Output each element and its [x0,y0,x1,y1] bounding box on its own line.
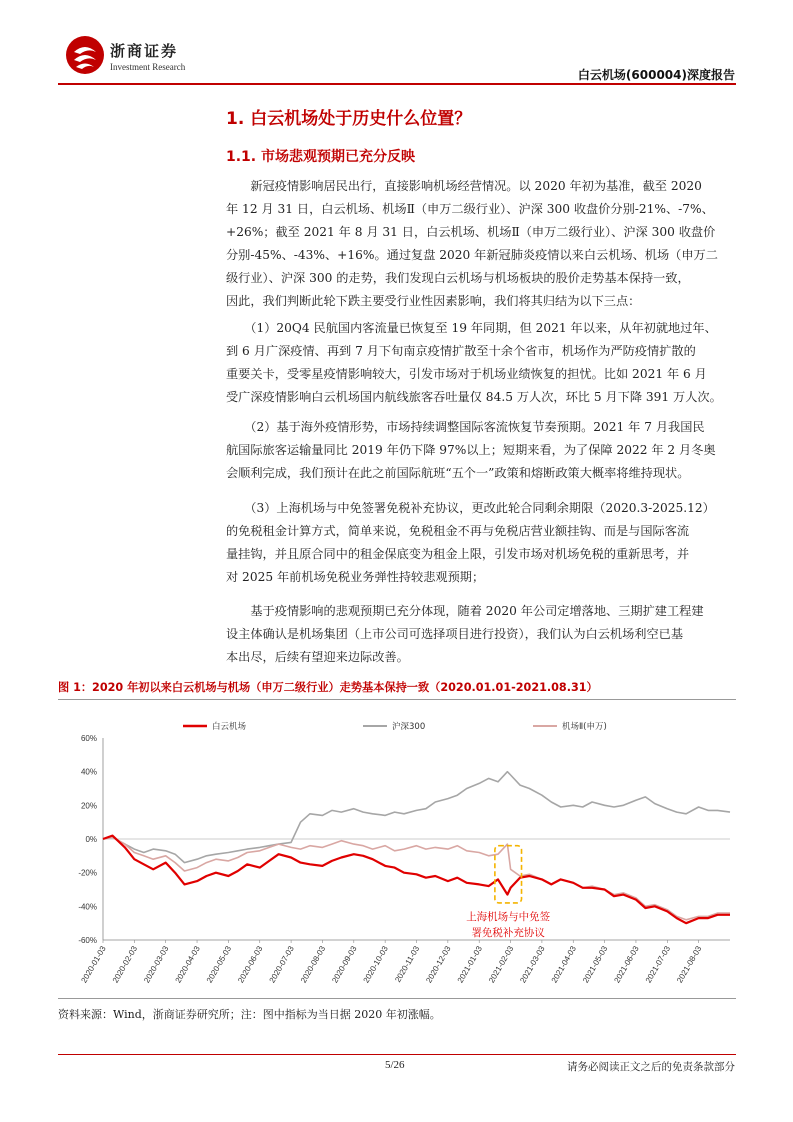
annotation-label-line2: 署免税补充协议 [471,926,545,939]
legend-label-0: 白云机场 [212,722,247,732]
paragraph-conclusion: 基于疫情影响的悲观预期已充分体现，随着 2020 年公司定增落地、三期扩建工程建 设主体确认是机场集团（上市公司可选择项目进行投资），我们认为白云机场利空已基 本出尽，后续有望迎来边际改善。 [226,604,704,664]
page-header [0,0,793,86]
x-tick-label: 2020-08-03 [298,944,328,985]
x-tick-label: 2020-01-03 [79,944,108,985]
stock-performance-chart [58,704,736,996]
x-tick-label: 2021-05-03 [581,944,610,985]
x-tick-label: 2020-06-03 [236,944,265,985]
y-tick-label: -60% [78,936,97,945]
y-tick-label: -20% [78,868,97,878]
x-tick-label: 2021-07-03 [643,944,673,985]
x-tick-label: 2020-11-03 [393,944,422,984]
series-line-1 [103,772,730,863]
annotation-label-line1: 上海机场与中免签 [466,910,551,923]
x-tick-label: 2020-10-03 [361,944,390,985]
y-tick-label: -40% [78,902,97,912]
figure-source-note: 资料来源：Wind，浙商证券研究所；注：图中指标为当日据 2020 年初涨幅。 [58,1008,441,1021]
x-tick-label: 2020-04-03 [173,944,202,985]
paragraph-point-1: （1）20Q4 民航国内客流量已恢复至 19 年同期，但 2021 年以来，从年初就地过年、 到 6 月广深疫情、再到 7 月下旬南京疫情扩散至十余个省市，机场作为严防疫情扩散的 重要关卡，受零星疫情影响较大，引发市场对于机场业绩恢复的担忧。比如 2021 年 6 月 受广深疫情影响白云机场国内航线旅客吞吐量仅 84.5 万人次，环比 5 月下降 391 万人次。 [226,321,722,404]
x-tick-label: 2021-08-03 [675,944,704,985]
x-tick-label: 2020-02-03 [110,944,140,985]
x-tick-label: 2021-04-03 [549,944,578,985]
section-heading: 1. 白云机场处于历史什么位置？ [226,109,472,129]
x-tick-label: 2020-09-03 [330,944,359,985]
x-tick-label: 2020-05-03 [204,944,234,985]
footer-divider [58,1054,736,1055]
figure-bottom-rule [58,998,736,999]
footer-disclaimer: 请务必阅读正文之后的免责条款部分 [567,1061,735,1073]
x-tick-label: 2020-12-03 [424,944,453,985]
series-line-2 [103,837,730,920]
brand-name: 浙商证券 [110,42,179,60]
figure-top-rule [58,699,736,700]
page-number: 5/26 [385,1059,405,1071]
series-line-0 [103,836,730,924]
report-title: 白云机场(600004)深度报告 [577,68,735,82]
paragraph-intro: 新冠疫情影响居民出行，直接影响机场经营情况。以 2020 年初为基准，截至 2020 年 12 月 31 日，白云机场、机场Ⅱ（申万二级行业）、沪深 300 收盘价分别-21%、-7%、 +26%；截至 2021 年 8 月 31 日，白云机场、机场Ⅱ（申万二级行业）、沪深 300 收盘价 分别-45%、-43%、+16%。通过复盘 2020 年新冠肺炎疫情以来白云机场、机场（申万二 级行业）、沪深 300 的走势，我们发现白云机场与机场板块的股价走势基本保持一致， 因此，我们判断此轮下跌主要受行业性因素影响，我们将其归结为以下三点： [226,179,718,308]
x-tick-label: 2021-06-03 [612,944,641,985]
x-tick-label: 2020-07-03 [267,944,296,985]
legend-label-1: 沪深300 [392,722,426,732]
x-tick-label: 2020-03-03 [142,944,171,985]
legend-label-2: 机场Ⅱ(申万) [562,722,607,732]
subsection-heading: 1.1. 市场悲观预期已充分反映 [226,149,415,165]
y-tick-label: 60% [80,734,97,743]
brand-subtitle: Investment Research [110,62,186,72]
y-tick-label: 20% [80,801,97,811]
zheshang-logo-icon [64,34,106,76]
x-tick-label: 2021-03-03 [518,944,547,985]
x-tick-label: 2021-01-03 [455,944,484,985]
y-tick-label: 0% [85,835,97,844]
y-tick-label: 40% [80,767,97,777]
paragraph-point-2: （2）基于海外疫情形势，市场持续调整国际客流恢复节奏预期。2021 年 7 月我国民 航国际旅客运输量同比 2019 年仍下降 97%以上；短期来看，为了保障 2022 年 2 月冬奥 会顺利完成，我们预计在此之前国际航班“五个一”政策和熔断政策大概率将维持现状。 [226,420,716,480]
x-tick-label: 2021-02-03 [487,944,516,985]
figure-title: 图 1：2020 年初以来白云机场与机场（申万二级行业）走势基本保持一致（2020.01.01-2021.08.31） [58,681,598,694]
paragraph-point-3: （3）上海机场与中免签署免税补充协议，更改此轮合同剩余期限（2020.3-2025.12） 的免税租金计算方式，简单来说，免税租金不再与免税店营业额挂钩、而是与国际客流 量挂钩，并且原合同中的租金保底变为租金上限，引发市场对机场免税的重新思考，并 对 2025 年前机场免税业务弹性持较悲观预期； [226,501,715,584]
header-divider [58,83,736,85]
